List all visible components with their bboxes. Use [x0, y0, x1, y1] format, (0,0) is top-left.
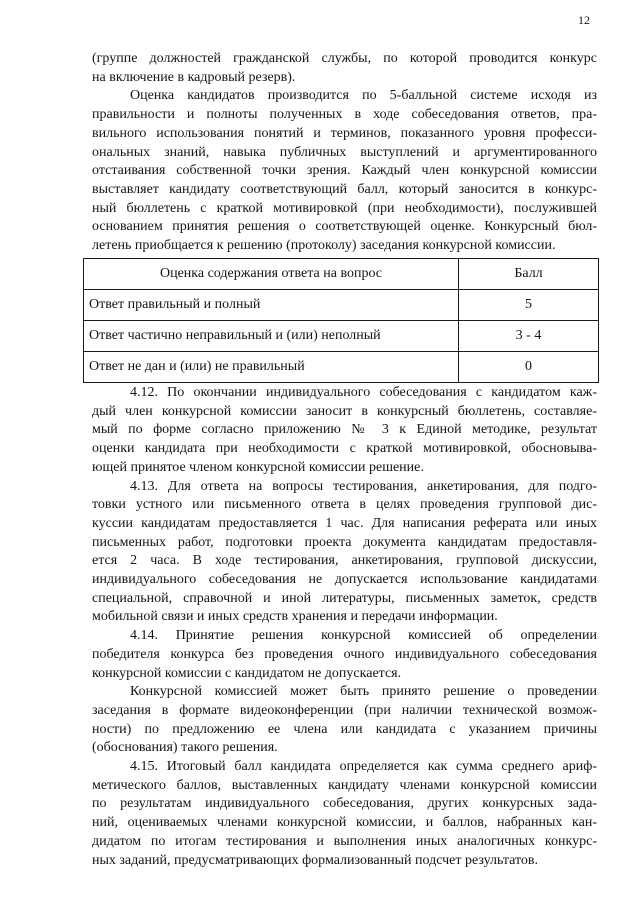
text-line: письменных работ, подготовки проекта документа кандидатам предоставля- — [92, 534, 597, 550]
page-number: 12 — [578, 13, 590, 27]
text-line: вильного использования понятий и терминов, показанного уровня професси- — [92, 125, 597, 141]
text-line: основанием принятия решения о соответствующей оценке. Конкурсный бюл- — [92, 219, 597, 235]
text-line: дый член конкурсной комиссии заносит в конкурсный бюллетень, составляе- — [92, 403, 597, 419]
text-line: конкурсной комиссии с кандидатом не допускается. — [92, 665, 402, 681]
paragraph-evaluation — [92, 87, 597, 255]
text-line: куссии кандидатам предоставляется 1 час. Для написания реферата или иных — [92, 515, 597, 531]
text-line: 4.12. По окончании индивидуального собеседования с кандидатом каж- — [130, 385, 597, 400]
table-header-cell: Балл — [459, 259, 599, 290]
text-line: Конкурсной комиссией может быть принято решение о проведении — [130, 684, 597, 700]
text-line: 4.15. Итоговый балл кандидата определяется как сумма среднего ариф- — [130, 759, 597, 775]
paragraph-4-12 — [92, 384, 597, 478]
text-line: товки устного или письменного ответа в целях проведения групповой дис- — [92, 497, 597, 513]
paragraph-4-15 — [92, 758, 597, 870]
text-line: правильности и полноты полученных в ходе собеседования ответов, пра- — [92, 107, 597, 123]
text-line: ональных знаний, навыка публичных выступлений и аргументированного — [92, 144, 597, 160]
table-cell-criterion: Ответ частично неправильный и (или) неполный — [84, 321, 459, 352]
text-line: ный бюллетень с краткой мотивировкой (при необходимости), послужившей — [92, 200, 597, 216]
table-row — [84, 321, 599, 352]
text-line: ных заданий, предусматривающих формализованный подсчет результатов. — [92, 852, 539, 868]
text-line: по результатам индивидуального собеседования, других конкурсных зада- — [92, 796, 597, 812]
text-line: 4.14. Принятие решения конкурсной комиссией об определении — [130, 628, 597, 644]
text-line: оценки кандидата при необходимости с краткой мотивировкой, обосновыва- — [92, 441, 597, 457]
text-line: специальной, справочной и иной литературы, письменных заметок, средств — [92, 590, 597, 606]
table-cell-score: 3 - 4 — [459, 321, 599, 352]
text-line: ний, оцениваемых членами конкурсной комиссии, и баллов, набранных кан- — [92, 815, 597, 831]
paragraph-4-13 — [92, 478, 597, 628]
text-line: на включение в кадровый резерв). — [92, 69, 296, 85]
text-line: заседания в формате видеоконференции (при наличии технической возмож- — [92, 702, 597, 718]
text-line: мобильной связи и иных средств хранения и передачи информации. — [92, 609, 498, 625]
text-line: дидатом по итогам тестирования и выполнения иных аналогичных конкурс- — [92, 833, 597, 849]
paragraph-continuation — [92, 50, 597, 87]
table-row — [84, 290, 599, 321]
table-header-cell: Оценка содержания ответа на вопрос — [84, 259, 459, 290]
grading-table — [83, 258, 599, 383]
text-line: ющей принятое членом конкурсной комиссии решение. — [92, 459, 424, 475]
text-line: Оценка кандидатов производится по 5-балльной системе исходя из — [130, 88, 597, 104]
text-line: победителя конкурса без проведения очного индивидуального собеседования — [92, 646, 597, 662]
text-line: 4.13. Для ответа на вопросы тестирования, анкетирования, для подго- — [130, 478, 597, 494]
table-row — [84, 352, 599, 383]
paragraph-videoconference — [92, 683, 597, 758]
top-text-block — [92, 50, 597, 256]
text-line: ности) по предложению ее члена или кандидата с указанием причины — [92, 721, 597, 737]
table-cell-score: 5 — [459, 290, 599, 321]
bottom-text-block — [92, 384, 597, 870]
text-line: (группе должностей гражданской службы, по которой проводится конкурс — [92, 51, 597, 66]
text-line: выставляет кандидату соответствующий балл, который заносится в конкурс- — [92, 181, 597, 197]
text-line: ется 2 часа. В ходе тестирования, анкетирования, групповой дискуссии, — [92, 553, 597, 569]
text-line: (обоснования) такого решения. — [92, 740, 278, 756]
text-line: индивидуального собеседования не допускается использование кандидатами — [92, 572, 597, 588]
text-line: метического баллов, выставленных кандидату членами конкурсной комиссии — [92, 777, 597, 793]
text-line: мый по форме согласно приложению № 3 к Единой методике, результат — [92, 422, 597, 438]
text-line: летень приобщается к решению (протоколу) заседания конкурсной комиссии. — [92, 238, 556, 254]
paragraph-4-14 — [92, 627, 597, 683]
table-header-row — [84, 259, 599, 290]
table-cell-criterion: Ответ правильный и полный — [84, 290, 459, 321]
text-line: отстаивания собственной точки зрения. Каждый член конкурсной комиссии — [92, 163, 597, 179]
table-cell-criterion: Ответ не дан и (или) не правильный — [84, 352, 459, 383]
table-cell-score: 0 — [459, 352, 599, 383]
